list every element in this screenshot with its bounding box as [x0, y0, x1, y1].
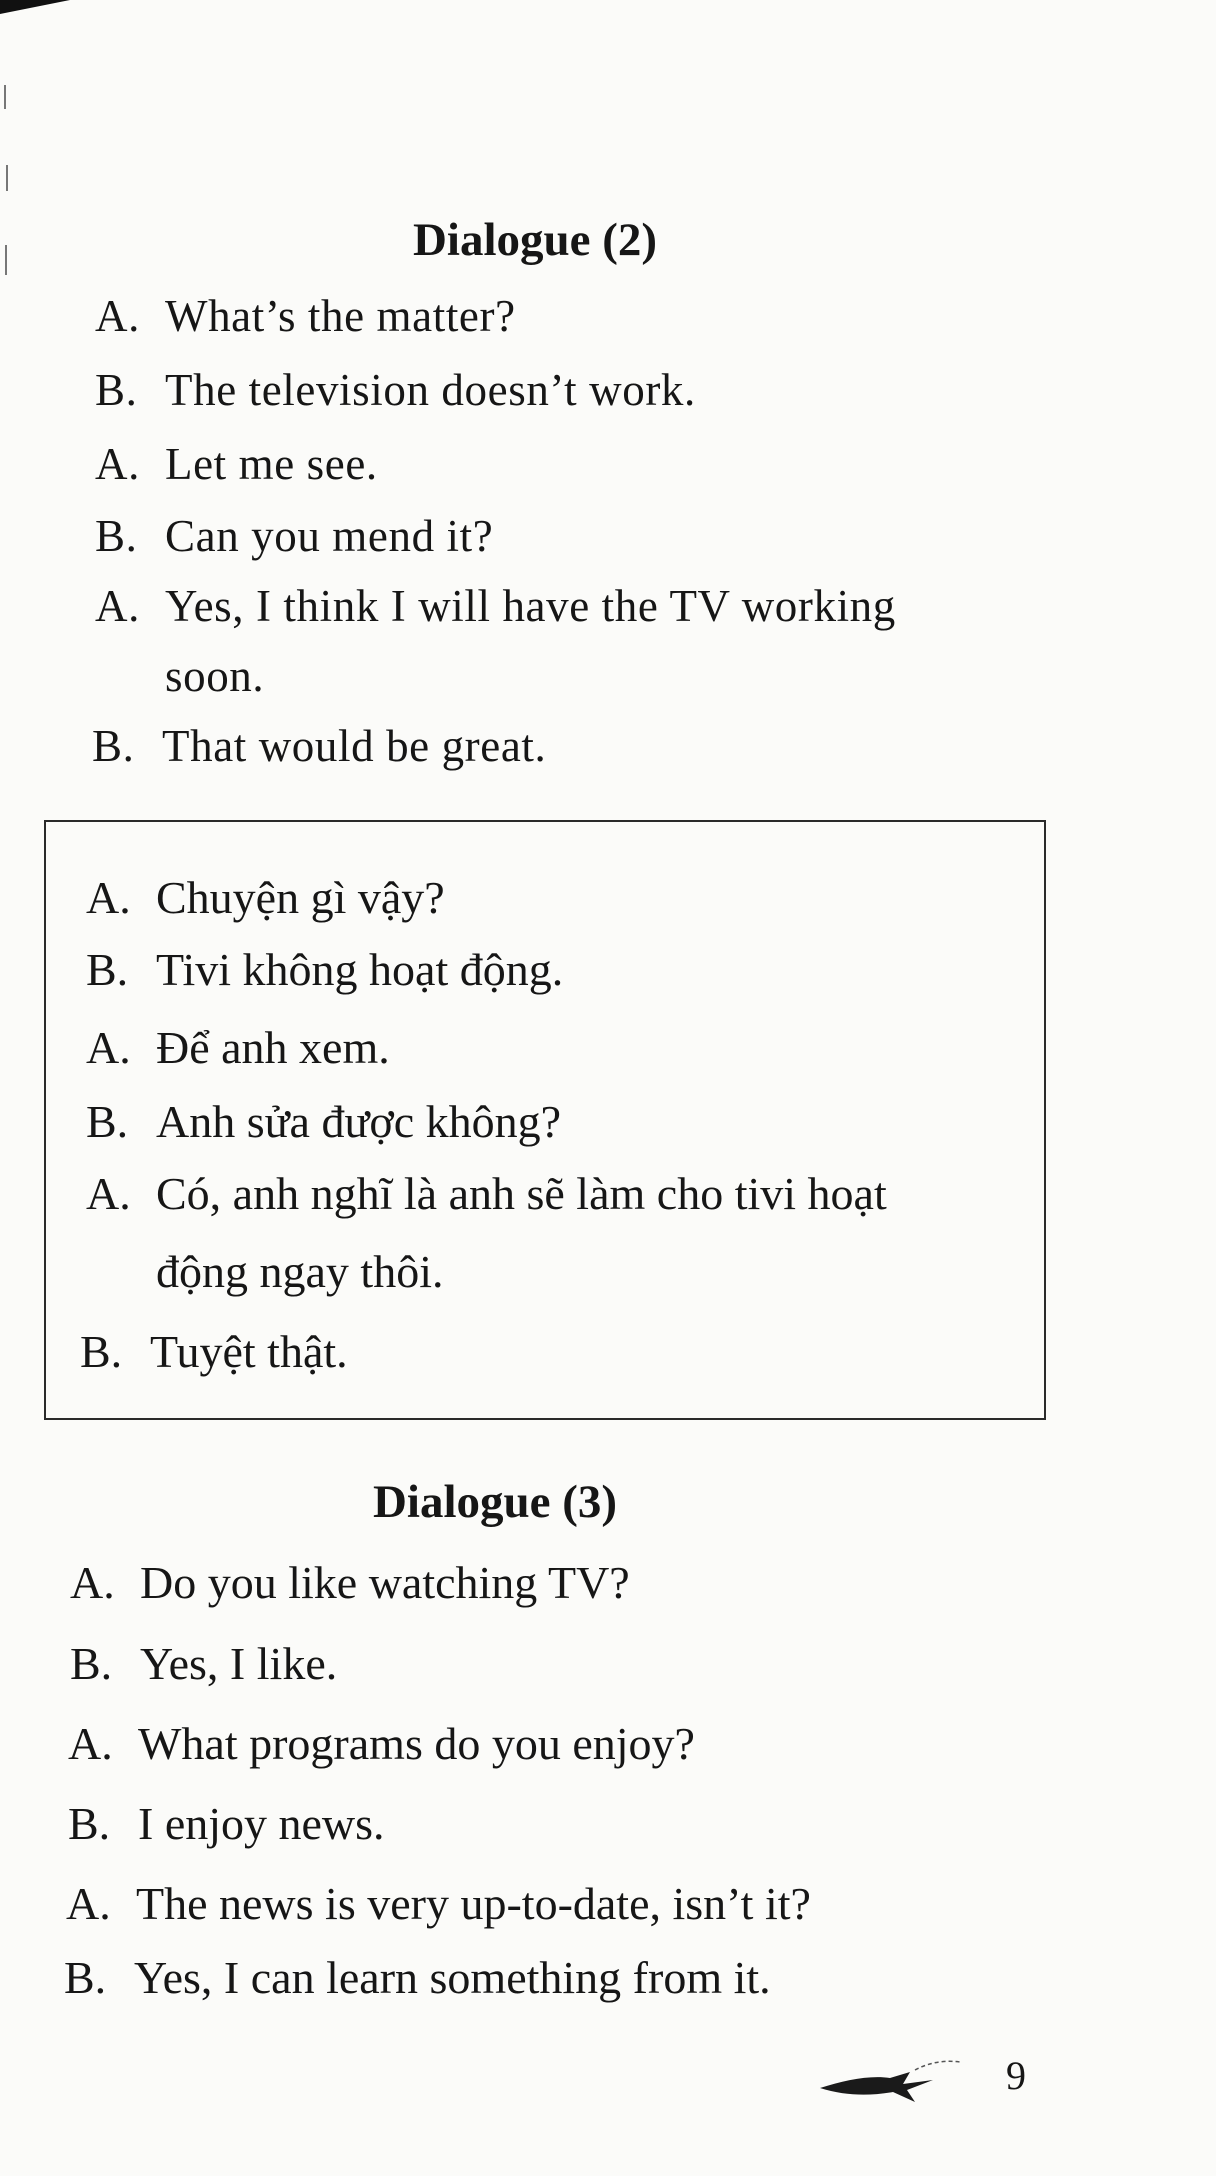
line-text: Tuyệt thật. — [150, 1326, 348, 1377]
translation-line-5-cont — [86, 1244, 443, 1300]
speaker-label: B. — [92, 721, 135, 771]
speaker-label: B. — [70, 1638, 113, 1689]
line-text: Yes, I can learn something from it. — [134, 1952, 771, 2003]
line-text: Do you like watching TV? — [140, 1557, 630, 1608]
speaker-label: A. — [66, 1878, 111, 1929]
line-text: Anh sửa được không? — [156, 1096, 562, 1147]
dialogue-2-line-5 — [95, 578, 896, 634]
dialogue-3-line-4 — [68, 1796, 385, 1852]
speaker-label: A. — [86, 1022, 131, 1073]
speaker-label: B. — [95, 365, 138, 415]
dialogue-3-line-5 — [66, 1876, 811, 1932]
dialogue-3-line-3 — [68, 1716, 695, 1772]
translation-line-4 — [86, 1094, 561, 1150]
speaker-label: A. — [95, 581, 140, 631]
line-text: Có, anh nghĩ là anh sẽ làm cho tivi hoạt — [156, 1168, 887, 1219]
page-number: 9 — [1006, 2053, 1026, 2098]
dialogue-3-line-2 — [70, 1636, 337, 1692]
speaker-label: B. — [86, 1096, 129, 1147]
dialogue-2-line-2 — [95, 362, 696, 418]
scan-edge-speck — [4, 85, 6, 109]
line-text: Chuyện gì vậy? — [156, 872, 445, 923]
scan-edge-speck — [6, 165, 8, 191]
line-text: Để anh xem. — [156, 1022, 390, 1073]
speaker-label: A. — [70, 1557, 115, 1608]
line-text: That would be great. — [162, 721, 547, 771]
line-text: I enjoy news. — [138, 1798, 385, 1849]
dialogue-3-line-6 — [64, 1950, 771, 2006]
speaker-label: A. — [95, 439, 140, 489]
speaker-label: B. — [86, 944, 129, 995]
line-text: Yes, I like. — [140, 1638, 338, 1689]
speaker-label: A. — [68, 1718, 113, 1769]
translation-line-6 — [80, 1324, 348, 1380]
dialogue-2-line-1 — [95, 288, 516, 344]
speaker-label: B. — [95, 511, 138, 561]
line-text: The television doesn’t work. — [165, 365, 696, 415]
translation-line-5 — [86, 1166, 887, 1222]
translation-line-3 — [86, 1020, 390, 1076]
speaker-label: B. — [80, 1326, 123, 1377]
line-text: Can you mend it? — [165, 511, 494, 561]
speaker-label: A. — [86, 872, 131, 923]
speaker-label: B. — [64, 1952, 107, 2003]
line-text: The news is very up-to-date, isn’t it? — [136, 1878, 811, 1929]
speaker-label: A. — [95, 291, 140, 341]
dialogue-2-line-3 — [95, 436, 378, 492]
line-text: What’s the matter? — [165, 291, 516, 341]
speaker-label: B. — [68, 1798, 111, 1849]
dialogue-2-line-6 — [92, 718, 546, 774]
line-text: soon. — [165, 651, 265, 701]
dialogue-2-line-4 — [95, 508, 493, 564]
scan-corner-mark — [0, 0, 70, 14]
dialogue-2-line-5-cont — [95, 648, 264, 704]
dialogue-3-line-1 — [70, 1555, 630, 1611]
line-text: What programs do you enjoy? — [138, 1718, 695, 1769]
line-text: Let me see. — [165, 439, 378, 489]
translation-line-2 — [86, 942, 563, 998]
line-text: Tivi không hoạt động. — [156, 944, 564, 995]
translation-line-1 — [86, 870, 445, 926]
footer-ornament-icon — [815, 2050, 965, 2110]
line-text: động ngay thôi. — [156, 1246, 444, 1297]
speaker-label: A. — [86, 1168, 131, 1219]
dialogue-3-title: Dialogue (3) — [372, 1476, 618, 1528]
dialogue-2-title: Dialogue (2) — [412, 214, 658, 266]
line-text: Yes, I think I will have the TV working — [165, 581, 896, 631]
